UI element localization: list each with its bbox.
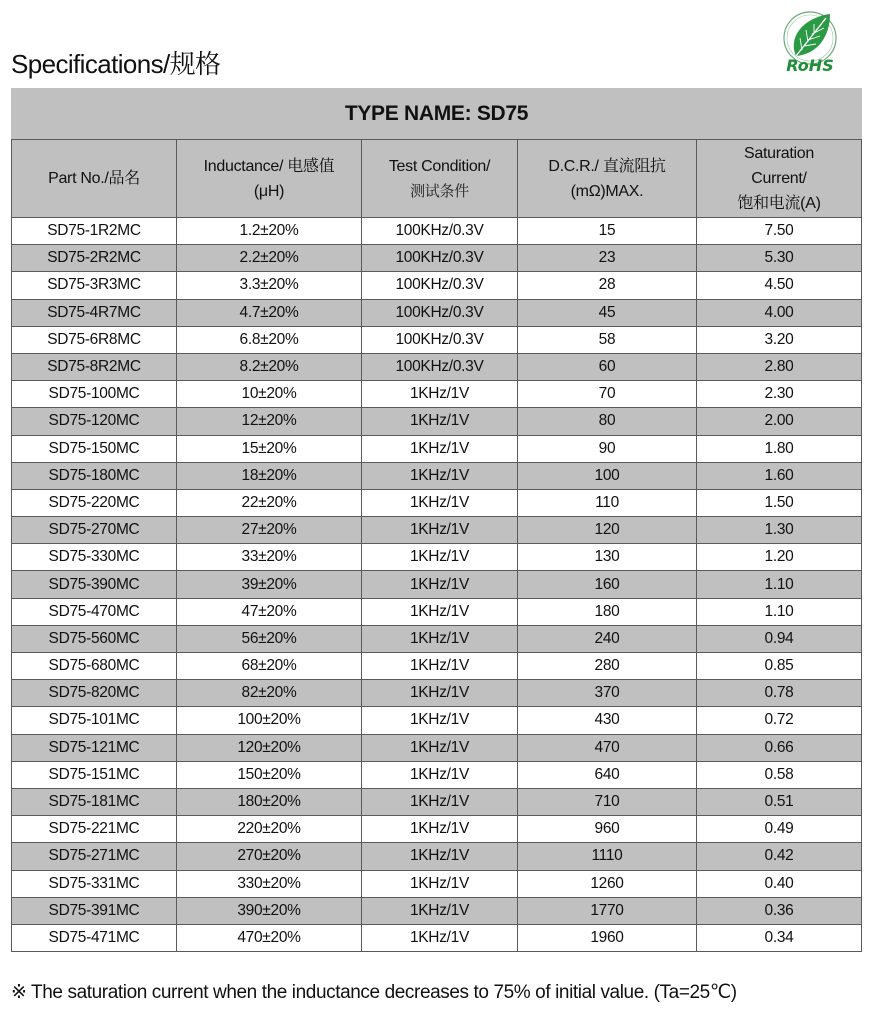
cell-inductance: 150±20% <box>177 761 362 788</box>
cell-part-no: SD75-180MC <box>12 462 177 489</box>
cell-part-no: SD75-181MC <box>12 788 177 815</box>
cell-saturation-current: 0.34 <box>697 924 862 951</box>
header-part-no <box>12 140 177 218</box>
cell-saturation-current: 4.00 <box>697 299 862 326</box>
cell-inductance: 10±20% <box>177 381 362 408</box>
cell-inductance: 47±20% <box>177 598 362 625</box>
header-dcr-line2: (mΩ)MAX. <box>570 182 644 200</box>
cell-dcr: 90 <box>518 435 697 462</box>
cell-saturation-current: 5.30 <box>697 245 862 272</box>
cell-inductance: 220±20% <box>177 816 362 843</box>
cell-dcr: 370 <box>518 680 697 707</box>
cell-test-condition: 1KHz/1V <box>362 924 518 951</box>
cell-inductance: 68±20% <box>177 653 362 680</box>
cell-test-condition: 100KHz/0.3V <box>362 272 518 299</box>
cell-saturation-current: 0.51 <box>697 788 862 815</box>
cell-saturation-current: 0.58 <box>697 761 862 788</box>
cell-saturation-current: 1.10 <box>697 571 862 598</box>
cell-dcr: 15 <box>518 218 697 245</box>
table-row <box>12 816 862 843</box>
cell-saturation-current: 3.20 <box>697 326 862 353</box>
cell-dcr: 120 <box>518 517 697 544</box>
cell-dcr: 1260 <box>518 870 697 897</box>
header-test-line2: 测试条件 <box>410 181 469 200</box>
table-row <box>12 299 862 326</box>
cell-test-condition: 1KHz/1V <box>362 843 518 870</box>
cell-inductance: 15±20% <box>177 435 362 462</box>
cell-dcr: 100 <box>518 462 697 489</box>
cell-part-no: SD75-391MC <box>12 897 177 924</box>
cell-part-no: SD75-151MC <box>12 761 177 788</box>
cell-dcr: 70 <box>518 381 697 408</box>
cell-inductance: 120±20% <box>177 734 362 761</box>
cell-saturation-current: 1.80 <box>697 435 862 462</box>
cell-dcr: 160 <box>518 571 697 598</box>
cell-part-no: SD75-100MC <box>12 381 177 408</box>
header-test-line1: Test Condition/ <box>388 157 491 175</box>
table-row <box>12 489 862 516</box>
cell-saturation-current: 0.72 <box>697 707 862 734</box>
cell-dcr: 130 <box>518 544 697 571</box>
cell-test-condition: 1KHz/1V <box>362 408 518 435</box>
cell-test-condition: 1KHz/1V <box>362 653 518 680</box>
cell-inductance: 180±20% <box>177 788 362 815</box>
cell-dcr: 45 <box>518 299 697 326</box>
table-row <box>12 218 862 245</box>
cell-test-condition: 100KHz/0.3V <box>362 218 518 245</box>
cell-test-condition: 1KHz/1V <box>362 761 518 788</box>
cell-dcr: 60 <box>518 353 697 380</box>
cell-inductance: 390±20% <box>177 897 362 924</box>
cell-test-condition: 100KHz/0.3V <box>362 245 518 272</box>
cell-inductance: 270±20% <box>177 843 362 870</box>
cell-inductance: 3.3±20% <box>177 272 362 299</box>
cell-test-condition: 1KHz/1V <box>362 462 518 489</box>
cell-part-no: SD75-3R3MC <box>12 272 177 299</box>
cell-test-condition: 1KHz/1V <box>362 707 518 734</box>
cell-saturation-current: 0.49 <box>697 816 862 843</box>
cell-saturation-current: 1.30 <box>697 517 862 544</box>
cell-part-no: SD75-390MC <box>12 571 177 598</box>
table-row <box>12 353 862 380</box>
cell-saturation-current: 1.20 <box>697 544 862 571</box>
table-row <box>12 435 862 462</box>
cell-saturation-current: 1.60 <box>697 462 862 489</box>
header-sat-line2: Current/ <box>751 170 807 187</box>
cell-part-no: SD75-470MC <box>12 598 177 625</box>
header-dcr-line1: D.C.R./ 直流阻抗 <box>548 157 666 175</box>
cell-part-no: SD75-101MC <box>12 707 177 734</box>
cell-saturation-current: 0.66 <box>697 734 862 761</box>
cell-inductance: 2.2±20% <box>177 245 362 272</box>
table-row <box>12 843 862 870</box>
cell-inductance: 1.2±20% <box>177 218 362 245</box>
cell-dcr: 28 <box>518 272 697 299</box>
table-row <box>12 462 862 489</box>
table-row <box>12 707 862 734</box>
header-sat-line1: Saturation <box>744 145 814 162</box>
cell-test-condition: 100KHz/0.3V <box>362 299 518 326</box>
header-dcr <box>518 140 697 218</box>
cell-test-condition: 100KHz/0.3V <box>362 353 518 380</box>
cell-saturation-current: 1.50 <box>697 489 862 516</box>
cell-inductance: 18±20% <box>177 462 362 489</box>
cell-dcr: 1110 <box>518 843 697 870</box>
table-row <box>12 924 862 951</box>
table-row <box>12 272 862 299</box>
cell-inductance: 330±20% <box>177 870 362 897</box>
cell-part-no: SD75-271MC <box>12 843 177 870</box>
table-row <box>12 897 862 924</box>
cell-test-condition: 1KHz/1V <box>362 816 518 843</box>
table-row <box>12 625 862 652</box>
cell-inductance: 22±20% <box>177 489 362 516</box>
table-row <box>12 788 862 815</box>
cell-test-condition: 1KHz/1V <box>362 435 518 462</box>
cell-part-no: SD75-150MC <box>12 435 177 462</box>
cell-dcr: 710 <box>518 788 697 815</box>
header-sat-line3: 饱和电流(A) <box>737 195 821 212</box>
cell-saturation-current: 7.50 <box>697 218 862 245</box>
cell-inductance: 100±20% <box>177 707 362 734</box>
cell-part-no: SD75-120MC <box>12 408 177 435</box>
cell-saturation-current: 0.94 <box>697 625 862 652</box>
cell-test-condition: 1KHz/1V <box>362 625 518 652</box>
cell-dcr: 58 <box>518 326 697 353</box>
rohs-logo-icon <box>772 8 848 74</box>
cell-dcr: 240 <box>518 625 697 652</box>
cell-test-condition: 1KHz/1V <box>362 734 518 761</box>
cell-part-no: SD75-331MC <box>12 870 177 897</box>
cell-saturation-current: 0.78 <box>697 680 862 707</box>
cell-inductance: 33±20% <box>177 544 362 571</box>
cell-dcr: 470 <box>518 734 697 761</box>
header-part-no-label: Part No./品名 <box>48 170 140 187</box>
cell-test-condition: 1KHz/1V <box>362 870 518 897</box>
header-inductance <box>177 140 362 218</box>
cell-saturation-current: 0.42 <box>697 843 862 870</box>
cell-inductance: 27±20% <box>177 517 362 544</box>
header-inductance-line1: Inductance/ 电感值 <box>203 157 335 175</box>
table-row <box>12 761 862 788</box>
cell-saturation-current: 2.00 <box>697 408 862 435</box>
cell-saturation-current: 2.30 <box>697 381 862 408</box>
cell-dcr: 1960 <box>518 924 697 951</box>
cell-dcr: 430 <box>518 707 697 734</box>
cell-inductance: 8.2±20% <box>177 353 362 380</box>
type-name-row <box>12 89 862 140</box>
cell-dcr: 960 <box>518 816 697 843</box>
table-row <box>12 326 862 353</box>
cell-dcr: 280 <box>518 653 697 680</box>
cell-dcr: 23 <box>518 245 697 272</box>
cell-test-condition: 1KHz/1V <box>362 897 518 924</box>
cell-part-no: SD75-680MC <box>12 653 177 680</box>
column-header-row <box>12 140 862 218</box>
cell-part-no: SD75-8R2MC <box>12 353 177 380</box>
table-row <box>12 245 862 272</box>
cell-saturation-current: 4.50 <box>697 272 862 299</box>
cell-dcr: 180 <box>518 598 697 625</box>
cell-test-condition: 1KHz/1V <box>362 544 518 571</box>
cell-part-no: SD75-560MC <box>12 625 177 652</box>
cell-inductance: 6.8±20% <box>177 326 362 353</box>
cell-test-condition: 1KHz/1V <box>362 598 518 625</box>
cell-part-no: SD75-1R2MC <box>12 218 177 245</box>
cell-inductance: 12±20% <box>177 408 362 435</box>
header-test-condition <box>362 140 518 218</box>
cell-dcr: 1770 <box>518 897 697 924</box>
cell-inductance: 4.7±20% <box>177 299 362 326</box>
table-row <box>12 653 862 680</box>
cell-saturation-current: 0.85 <box>697 653 862 680</box>
cell-part-no: SD75-330MC <box>12 544 177 571</box>
cell-part-no: SD75-471MC <box>12 924 177 951</box>
cell-test-condition: 100KHz/0.3V <box>362 326 518 353</box>
table-row <box>12 598 862 625</box>
page-title: Specifications/规格 <box>11 49 221 79</box>
cell-saturation-current: 0.36 <box>697 897 862 924</box>
cell-part-no: SD75-2R2MC <box>12 245 177 272</box>
cell-part-no: SD75-220MC <box>12 489 177 516</box>
table-row <box>12 517 862 544</box>
table-row <box>12 870 862 897</box>
table-row <box>12 408 862 435</box>
cell-saturation-current: 0.40 <box>697 870 862 897</box>
cell-inductance: 39±20% <box>177 571 362 598</box>
cell-part-no: SD75-270MC <box>12 517 177 544</box>
rohs-logo-text: RoHS <box>786 56 834 74</box>
cell-dcr: 80 <box>518 408 697 435</box>
cell-part-no: SD75-121MC <box>12 734 177 761</box>
cell-test-condition: 1KHz/1V <box>362 489 518 516</box>
table-row <box>12 734 862 761</box>
cell-part-no: SD75-221MC <box>12 816 177 843</box>
cell-test-condition: 1KHz/1V <box>362 517 518 544</box>
cell-saturation-current: 1.10 <box>697 598 862 625</box>
type-name: TYPE NAME: SD75 <box>12 89 862 140</box>
cell-test-condition: 1KHz/1V <box>362 571 518 598</box>
cell-dcr: 640 <box>518 761 697 788</box>
cell-inductance: 82±20% <box>177 680 362 707</box>
cell-test-condition: 1KHz/1V <box>362 381 518 408</box>
cell-saturation-current: 2.80 <box>697 353 862 380</box>
footnote: ※ The saturation current when the inductance decreases to 75% of initial value. (Ta=25℃) <box>11 982 737 1003</box>
table-row <box>12 544 862 571</box>
cell-test-condition: 1KHz/1V <box>362 788 518 815</box>
cell-part-no: SD75-4R7MC <box>12 299 177 326</box>
cell-inductance: 56±20% <box>177 625 362 652</box>
cell-part-no: SD75-820MC <box>12 680 177 707</box>
table-row <box>12 381 862 408</box>
cell-inductance: 470±20% <box>177 924 362 951</box>
table-row <box>12 680 862 707</box>
spec-table-body <box>12 218 862 952</box>
spec-table <box>11 88 862 952</box>
table-row <box>12 571 862 598</box>
cell-dcr: 110 <box>518 489 697 516</box>
header-inductance-line2: (μH) <box>253 182 285 200</box>
cell-part-no: SD75-6R8MC <box>12 326 177 353</box>
header-saturation <box>697 140 862 218</box>
cell-test-condition: 1KHz/1V <box>362 680 518 707</box>
